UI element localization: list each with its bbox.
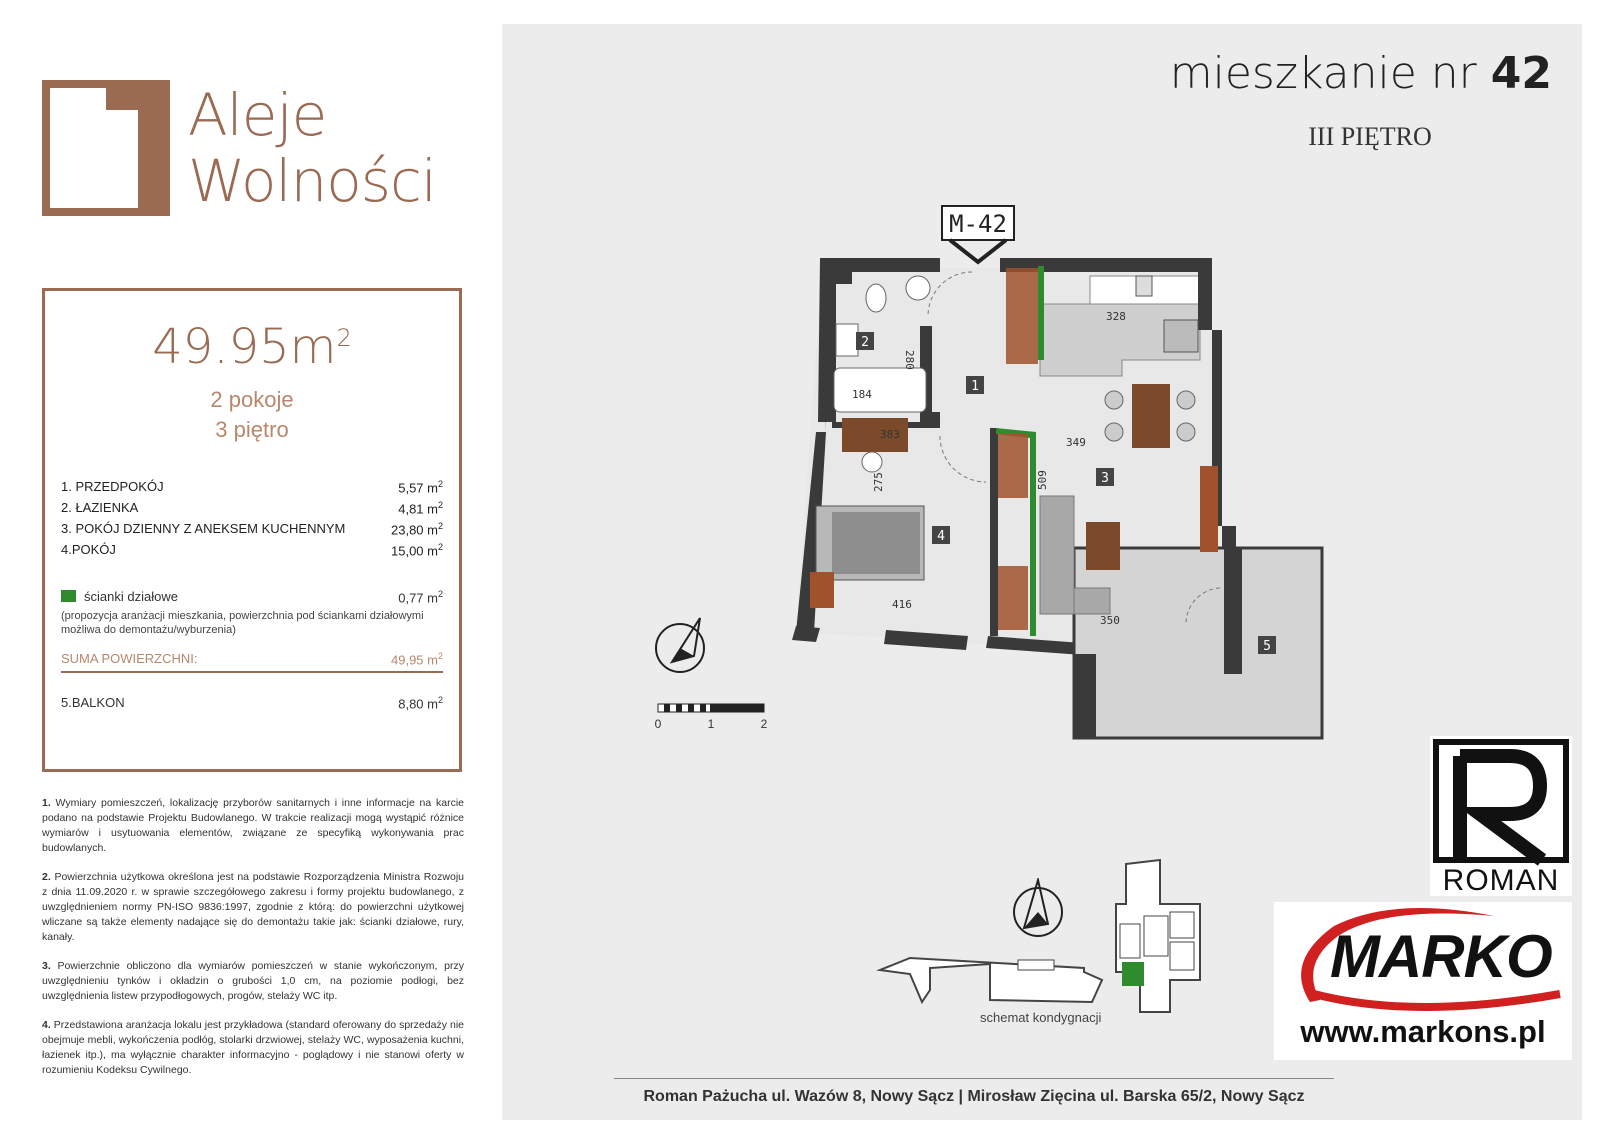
- room-label: 1. PRZEDPOKÓJ: [61, 479, 164, 494]
- room-row: [61, 500, 443, 521]
- room-area: [391, 542, 443, 558]
- note-number: 2.: [42, 871, 51, 883]
- balcony-area: [1074, 548, 1322, 738]
- room-area-value: 23,80 m: [391, 522, 438, 538]
- north-arrow-icon: [650, 612, 714, 676]
- room-number-1: 1: [971, 379, 979, 394]
- dimension-label: 350: [1100, 614, 1120, 627]
- balcony-value: 8,80 m: [398, 696, 438, 712]
- note-4: [42, 1018, 464, 1078]
- total-value: 49,95 m: [391, 652, 438, 668]
- apartment-title: [1170, 48, 1552, 99]
- room-number-3: 3: [1101, 471, 1109, 486]
- dimension-label: 349: [1066, 436, 1086, 449]
- apartment-floor: III PIĘTRO: [1308, 122, 1432, 151]
- dimension-label: 383: [880, 428, 900, 441]
- brand-name-line1: Aleje: [188, 81, 327, 149]
- partition-legend-swatch: [61, 590, 76, 602]
- dimension-label: 328: [1106, 310, 1126, 323]
- partition-walls-note: (propozycja aranżacji mieszkania, powierzchnia pod ściankami działowymi możliwa do demontażu/wyburzenia): [61, 610, 424, 636]
- total-area-value: 49.95m: [152, 319, 337, 375]
- room-number-4: 4: [937, 529, 945, 544]
- room-label: 3. POKÓJ DZIENNY Z ANEKSEM KUCHENNYM: [61, 521, 346, 536]
- balcony-label: 5.BALKON: [61, 695, 125, 710]
- room-area: [391, 521, 443, 537]
- room-row: [61, 542, 443, 563]
- dimension-label: 184: [852, 388, 872, 401]
- brand-name-line2: Wolności: [188, 147, 437, 215]
- roman-logo: [1430, 736, 1572, 896]
- marko-logo: [1274, 902, 1572, 1060]
- scale-tick: 0: [654, 717, 662, 731]
- room-area-value: 4,81 m: [398, 501, 438, 517]
- note-text: Wymiary pomieszczeń, lokalizację przyborów sanitarnych i inne informacje na karcie podano na podstawie Projektu Budowlanego. W trakcie realizacji mogą wystąpić różnice wymiarów i usytuowania elementów, związane ze specyfiką wykonywania prac budowlanych.: [42, 797, 464, 854]
- marko-logo-text: MARKO: [1330, 923, 1552, 990]
- room-area-value: 15,00 m: [391, 543, 438, 559]
- room-number-2: 2: [861, 335, 869, 350]
- note-number: 4.: [42, 1019, 51, 1031]
- total-sup: 2: [437, 651, 443, 661]
- total-area: [45, 319, 459, 375]
- partition-walls-value: 0,77 m: [398, 590, 438, 606]
- room-area-sup: 2: [437, 521, 443, 531]
- room-area-sup: 2: [437, 542, 443, 552]
- total-row: [61, 651, 443, 673]
- schematic-label: schemat kondygnacji: [980, 1010, 1102, 1025]
- floor-plan: [620, 196, 1360, 766]
- footer-divider: [614, 1078, 1334, 1079]
- note-number: 3.: [42, 960, 51, 972]
- note-text: Powierzchnie obliczono dla wymiarów pomieszczeń w stanie wykończonym, przy uwzględnieniu tynków i okładzin o grubości 1,0 cm, na poziomie podłogi, bez uwzględnienia listew przypodłogowych, progów, stelaży WC itp.: [42, 960, 464, 1002]
- partition-walls-sup: 2: [437, 589, 443, 599]
- footer-contact: Roman Pażucha ul. Wazów 8, Nowy Sącz | Mirosław Zięcina ul. Barska 65/2, Nowy Sącz: [643, 1088, 1305, 1105]
- note-text: Powierzchnia użytkowa określona jest na podstawie Rozporządzenia Ministra Rozwoju z dnia 11.09.2020 r. w sprawie szczegółowego zakresu i formy projektu budowlanego, z uwzględnieniem normy PN-ISO 9836:1997, zgodnie z którą: do powierzchni użytkowej wliczane są także elementy nadające się do demontażu takie jak: ścianki działowe, rury, kanały.: [42, 871, 464, 943]
- scale-tick: 1: [707, 717, 715, 731]
- total-label: SUMA POWIERZCHNI:: [61, 651, 198, 666]
- apartment-code-marker: [942, 206, 1014, 262]
- room-number-5: 5: [1263, 639, 1271, 654]
- note-text: Przedstawiona aranżacja lokalu jest przykładowa (standard oferowany do sprzedaży nie obejmuje mebli, wykończenia podłóg, stolarki drzwiowej, stelaży WC, wyposażenia kuchni, łazienek itp.), ma wyłącznie charakter informacyjno - poglądowy i nie stanowi oferty w rozumieniu Kodeksu Cywilnego.: [42, 1019, 464, 1076]
- floor-number: 3 piętro: [215, 417, 289, 442]
- balcony-row: [61, 695, 443, 710]
- marko-website-link[interactable]: www.markons.pl: [1300, 1014, 1546, 1049]
- scale-tick: 2: [760, 717, 768, 731]
- brand-mark-icon: [42, 80, 170, 216]
- note-number: 1.: [42, 797, 51, 809]
- apartment-prefix: mieszkanie nr: [1169, 48, 1477, 99]
- room-row: [61, 521, 443, 542]
- roman-logo-text: ROMAN: [1442, 864, 1560, 897]
- room-area-sup: 2: [437, 500, 443, 510]
- note-1: [42, 796, 464, 856]
- dimension-label: 275: [872, 472, 885, 492]
- brand-name: [188, 82, 436, 214]
- room-area: [398, 479, 443, 495]
- room-area-value: 5,57 m: [398, 480, 438, 496]
- note-2: [42, 870, 464, 945]
- note-3: [42, 959, 464, 1004]
- area-summary-box: [42, 288, 462, 772]
- partition-walls-row: [61, 589, 443, 604]
- disclaimer-notes: [42, 796, 464, 1092]
- brand-logo: [42, 80, 472, 220]
- scale-bar: [652, 700, 772, 736]
- schematic-apartment-highlight: [1122, 962, 1144, 986]
- dimension-label: 416: [892, 598, 912, 611]
- balcony-sup: 2: [437, 695, 443, 705]
- room-label: 2. ŁAZIENKA: [61, 500, 139, 515]
- room-area: [398, 500, 443, 516]
- rooms-count: 2 pokoje: [210, 387, 294, 412]
- room-list: [61, 479, 443, 563]
- apartment-number: 42: [1490, 48, 1552, 99]
- dimension-label: 509: [1036, 470, 1049, 490]
- roman-logo-mark: [1430, 736, 1572, 866]
- room-label: 4.POKÓJ: [61, 542, 116, 557]
- total-area-row-value: [391, 651, 443, 667]
- partition-walls-label: ścianki działowe: [84, 589, 178, 604]
- balcony-area: [398, 695, 443, 711]
- room-area-sup: 2: [437, 479, 443, 489]
- total-area-unit-sup: 2: [336, 324, 352, 352]
- apartment-code: M-42: [949, 210, 1007, 238]
- dimension-label: 280: [903, 350, 916, 370]
- floor-schematic: [870, 850, 1270, 1020]
- room-row: [61, 479, 443, 500]
- partition-walls-area: [398, 589, 443, 605]
